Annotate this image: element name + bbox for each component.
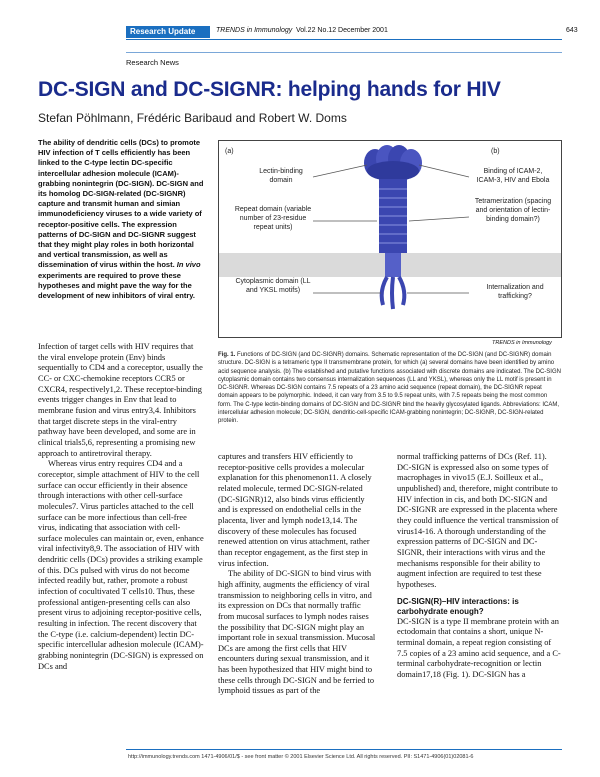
label-tetramerization: Tetramerization (spacing and orientation of lectin-binding domain?)	[474, 198, 552, 223]
transmembrane-segment	[385, 253, 401, 277]
col1-paragraph-2: Whereas virus entry requires CD4 and a coreceptor, simple attachment of HIV to the cell surface can occur efficiently in their absence through interactions with other cell-surface molecules7. Virus particles attached to the cell surface can be more infectious than cell-free virus, indicating that association with cell-surface molecules can maintain or, even, enhance viral infectivity8,9. The association of HIV with dendritic cells (DCs) provides a striking example of this. DCs pulsed with virus do not become infected readily but, rather, promote a robust infection of cocultivated T cells10. Thus, these professional antigen-presenting cells can also present virus to adjoining receptor-positive cells, resulting in infection. The recent discovery that the C-type (i.e. calcium-dependent) lectin DC-specific intercellular adhesion molecule (ICAM)-grabbing nonintegrin (DC-SIGN) is expressed on DCs and	[38, 459, 204, 671]
figure-credit: TRENDS in Immunology	[492, 340, 552, 346]
col2-paragraph-2: The ability of DC-SIGN to bind virus with high affinity, augments the efficiency of viral transmission to neighboring cells in vitro, and its expression on DCs that normally traffic from mucosal surfaces to lymph nodes raises the possibility that DC-SIGN might play an important role in sexual transmission. Mucosal DCs are among the first cells that HIV encounters during sexual transmission, and it has been hypothesized that HIV might bind to these cells through DC-SIGN and be ferried to lymphoid tissues as part of the	[218, 569, 376, 696]
repeat-stalk	[379, 179, 407, 253]
col1-paragraph-1: Infection of target cells with HIV requires that the viral envelope protein (Env) binds sequentially to CD4 and a coreceptor, usually the CC- or CXC-chemokine receptors CCR5 or CXCR4, respectively1,2. These receptor-binding events trigger changes in Env that lead to membrane fusion and virus entry3,4. Inhibitors that target discrete steps in the viral-entry pathway have been developed, and some are in clinical trials5,6, representing a promising new approach to antiretroviral therapy.	[38, 342, 203, 458]
lectin-domains	[364, 145, 422, 181]
page-number: 643	[566, 27, 578, 34]
col2-paragraph-1: captures and transfers HIV efficiently to receptor-positive cells provides a molecular explanation for this phenomenon11. A closely related molecule, termed DC-SIGN-related (DC-SIGNR)12, also binds virus efficiently and is expressed on endothelial cells in the placenta, liver and lymph node13,14. The discovery of these molecules has focused renewed attention on virus attachment, rather than receptor engagement, as the first step in virus infection.	[218, 452, 372, 568]
label-repeat-domain: Repeat domain (variable number of 23-residue repeat units)	[234, 206, 312, 231]
header-rule	[126, 39, 562, 40]
col3-subheading: DC-SIGN(R)–HIV interactions: is carbohydrate enough?	[397, 596, 519, 616]
section-rule	[126, 52, 562, 53]
column-3	[397, 452, 561, 680]
label-binding: Binding of ICAM-2, ICAM-3, HIV and Ebola	[476, 168, 550, 184]
panel-a-label: (a)	[225, 148, 234, 155]
panel-b-label: (b)	[491, 148, 500, 155]
caption-title: Fig. 1.	[218, 352, 236, 358]
label-cytoplasmic-domain: Cytoplasmic domain (LL and YKSL motifs)	[235, 278, 311, 294]
volume-info: Vol.22 No.12 December 2001	[296, 27, 388, 34]
section-label: Research News	[126, 58, 179, 67]
abstract	[38, 138, 204, 301]
col3-paragraph-1: normal trafficking patterns of DCs (Ref. 11). DC-SIGN is expressed also on some types of macrophages in vivo15 (E.J. Soilleux et al., unpublished) and, therefore, might contribute to HIV infection in cis, and both DC-SIGN and DC-SIGNR are expressed in the placenta where they could influence the vertical transmission of virus14-16. A thorough understanding of the expression patterns of DC-SIGN and DC-SIGNR, their interactions with virus and the mechanisms responsible for their ability to augment infection are required to test these hypotheses.	[397, 452, 559, 589]
abstract-text-2: experiments are required to prove these hypotheses and might pave the way for the development of new inhibitors of viral entry.	[38, 270, 195, 301]
figure-1	[218, 140, 562, 338]
abstract-italic: In vivo	[176, 260, 201, 270]
section-badge: Research Update	[126, 26, 210, 38]
article-title: DC-SIGN and DC-SIGNR: helping hands for HIV	[38, 78, 501, 101]
cytoplasmic-tails	[382, 277, 405, 309]
label-lectin-domain: Lectin-binding domain	[259, 168, 303, 184]
column-1	[38, 342, 204, 672]
figure-caption	[218, 351, 562, 426]
caption-text: Functions of DC-SIGN (and DC-SIGNR) domains. Schematic representation of the DC-SIGN (and DC-SIGNR) domain structure. DC-SIGN is a tetrameric type II transmembrane protein, for which (a) several domains have been identified by amino acid sequence analysis. (b) The established and putative functions associated with discrete domains are indicated. The DC-SIGN cytoplasmic domain contains two consensus internalization sequences (LL and YKSL), whereas only the LL motif is present in DC-SIGNR. Whereas DC-SIGN contains 7.5 repeats of a 23 amino acid sequence (repeat domain), the DC-SIGNR repeat domain appears to be polymorphic. Indeed, it can vary from 3.5 to 9.5 repeat units, with 7.5 repeats being the most common form. The C-type lectin-binding domains of DC-SIGN and DC-SIGNR bind the heavily glycosylated ligands. Abbreviations: ICAM, intercellular adhesion molecule; DC-SIGN, dendritic-cell-specific ICAM-grabbing nonintegrin; DC-SIGNR, DC-SIGN-related protein.	[218, 352, 561, 425]
abstract-text-1: The ability of dendritic cells (DCs) to promote HIV infection of T cells efficiently has been linked to the C-type lectin DC-specific intercellular adhesion molecule (ICAM)-grabbing nonintegrin (DC-SIGN). DC-SIGN and its homolog DC-SIGN-related (DC-SIGNR) capture and transmit human and simian immunodeficiency viruses to a wide variety of receptor-positive cells. The expression patterns of DC-SIGN and DC-SIGNR suggest that they might play roles in both horizontal and vertical transmission, as well as dissemination of virus within the host.	[38, 138, 204, 270]
journal-name: TRENDS in Immunology	[216, 27, 293, 34]
column-2	[218, 452, 378, 697]
col3-paragraph-2: DC-SIGN is a type II membrane protein with an ectodomain that contains a short, unique N-terminal domain, a repeat region consisting of 7.5 copies of a 23 amino acid sequence, and a C-terminal carbohydrate-recognition or lectin domain17,18 (Fig. 1). DC-SIGN has a	[397, 616, 561, 679]
footer-rule	[126, 749, 562, 750]
article-authors: Stefan Pöhlmann, Frédéric Baribaud and Robert W. Doms	[38, 111, 347, 125]
label-internalization: Internalization and trafficking?	[486, 284, 544, 300]
footer: http://immunology.trends.com 1471-4906/01/$ - see front matter © 2001 Elsevier Science Ltd. All rights reserved. PII: S1471-4906(01)02081-6	[128, 754, 474, 760]
